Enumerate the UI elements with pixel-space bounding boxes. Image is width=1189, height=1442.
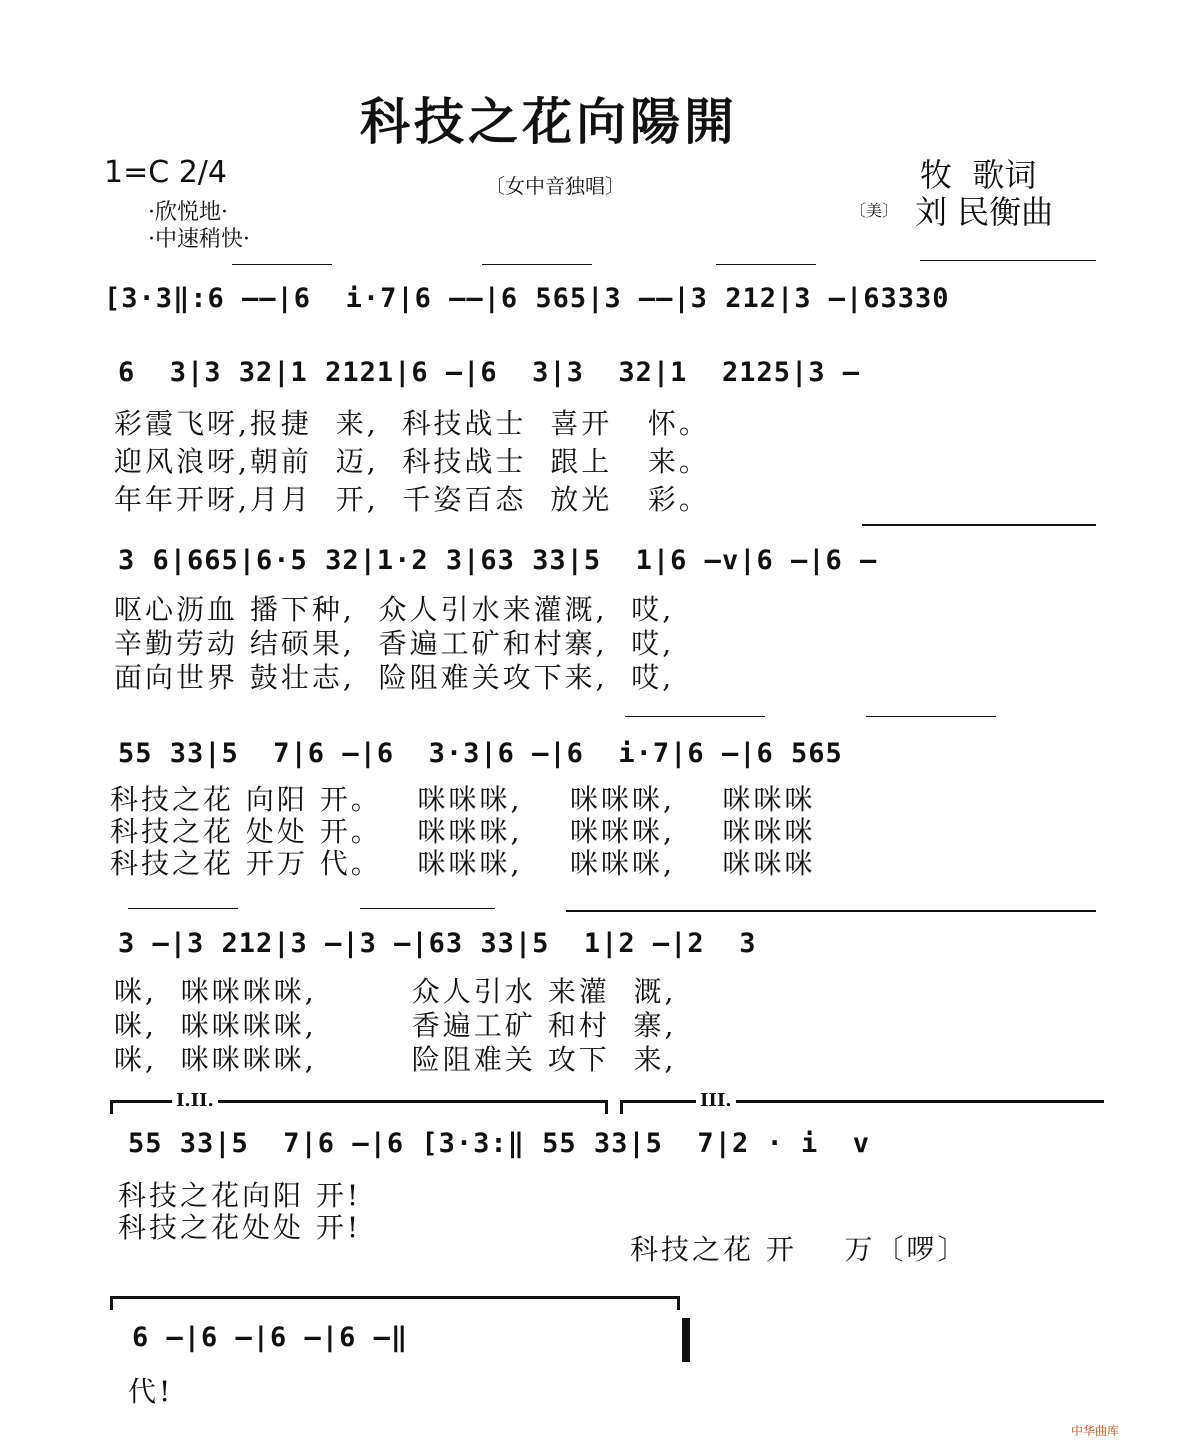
notation-row-4: 55 33|5 7|6 —|6 3·3|6 —|6 i·7|6 —|6 565 — [118, 738, 843, 769]
dynamics-hairpin — [482, 264, 592, 265]
dynamics-hairpin — [866, 716, 996, 717]
volta-bracket-1-tick — [605, 1100, 608, 1114]
lyrics-row-2-verse-3: 年年开呀,月月 开, 千姿百态 放光 彩。 — [114, 483, 710, 516]
notation-row-7: 6 —|6 —|6 —|6 —‖ — [132, 1322, 409, 1353]
phrase-bracket-tick — [677, 1296, 680, 1310]
phrase-bracket-tick — [110, 1296, 113, 1310]
tempo-marking-2: ·中速稍快· — [148, 227, 250, 252]
lyrics-row-6-verse-2: 科技之花处处 开! — [118, 1211, 362, 1244]
notation-row-3: 3 6|665|6·5 32|1·2 3|63 33|5 1|6 —v|6 —|6 — — [118, 545, 878, 576]
lyrics-row-6-verse-1: 科技之花向阳 开! — [118, 1179, 362, 1212]
lyrics-row-5-verse-1: 咪, 咪咪咪咪, 众人引水 来灌 溉, — [114, 975, 677, 1008]
dynamics-hairpin — [128, 908, 238, 909]
phrase-bracket — [110, 1296, 680, 1299]
lyrics-row-3-verse-2: 辛勤劳动 结硕果, 香遍工矿和村寨, 哎, — [114, 627, 675, 660]
dynamics-hairpin — [625, 716, 765, 717]
dynamics-hairpin — [920, 260, 1096, 261]
tempo-marking-1: ·欣悦地· — [148, 200, 228, 225]
lyrics-row-5-verse-2: 咪, 咪咪咪咪, 香遍工矿 和村 寨, — [114, 1009, 677, 1042]
lyrics-row-5-verse-3: 咪, 咪咪咪咪, 险阻难关 攻下 来, — [114, 1043, 677, 1076]
key-signature: 1=C 2/4 — [104, 155, 227, 190]
final-barline — [682, 1318, 690, 1362]
lyrics-row-4-verse-2: 科技之花 处处 开。 咪咪咪, 咪咪咪, 咪咪咪 — [110, 815, 816, 848]
volta-bracket-1-tick — [110, 1100, 113, 1114]
song-title: 科技之花向陽開 — [360, 92, 738, 151]
dynamics-hairpin — [862, 524, 1096, 526]
lyrics-row-2-verse-2: 迎风浪呀,朝前 迈, 科技战士 跟上 来。 — [114, 445, 710, 478]
performance-note: 〔女中音独唱〕 — [485, 174, 625, 198]
composer-country: 〔美〕 — [850, 201, 899, 220]
lyrics-row-4-verse-1: 科技之花 向阳 开。 咪咪咪, 咪咪咪, 咪咪咪 — [110, 783, 816, 816]
notation-row-5: 3 —|3 212|3 —|3 —|63 33|5 1|2 —|2 3 — [118, 928, 757, 959]
lyrics-row-6-ending: 科技之花 开 万〔啰〕 — [630, 1233, 969, 1266]
watermark: 中华曲库 — [1070, 1424, 1119, 1438]
lyricist-credit: 牧 歌词 — [920, 156, 1037, 194]
composer-credit: 刘 民衡曲 — [915, 193, 1054, 231]
dynamics-hairpin — [232, 264, 332, 265]
lyrics-row-2-verse-1: 彩霞飞呀,报捷 来, 科技战士 喜开 怀。 — [114, 407, 710, 440]
dynamics-hairpin — [716, 264, 816, 265]
lyrics-row-4-verse-3: 科技之花 开万 代。 咪咪咪, 咪咪咪, 咪咪咪 — [110, 847, 816, 880]
notation-row-1: [3·3‖:6 ——|6 i·7|6 ——|6 565|3 ——|3 212|3 —|63330 — [104, 283, 950, 314]
dynamics-hairpin — [566, 910, 1096, 912]
dynamics-hairpin — [360, 908, 495, 909]
lyrics-row-7: 代! — [128, 1375, 174, 1408]
notation-row-2: 6 3|3 32|1 2121|6 —|6 3|3 32|1 2125|3 — — [118, 357, 860, 388]
volta-bracket-2 — [620, 1100, 1104, 1103]
volta-label-2: III. — [696, 1090, 736, 1111]
volta-label-1: I.II. — [172, 1090, 218, 1111]
notation-row-6: 55 33|5 7|6 —|6 [3·3:‖ 55 33|5 7|2 · i v — [128, 1128, 870, 1159]
volta-bracket-2-tick — [620, 1100, 623, 1114]
lyrics-row-3-verse-3: 面向世界 鼓壮志, 险阻难关攻下来, 哎, — [114, 661, 675, 694]
lyrics-row-3-verse-1: 呕心沥血 播下种, 众人引水来灌溉, 哎, — [114, 593, 675, 626]
